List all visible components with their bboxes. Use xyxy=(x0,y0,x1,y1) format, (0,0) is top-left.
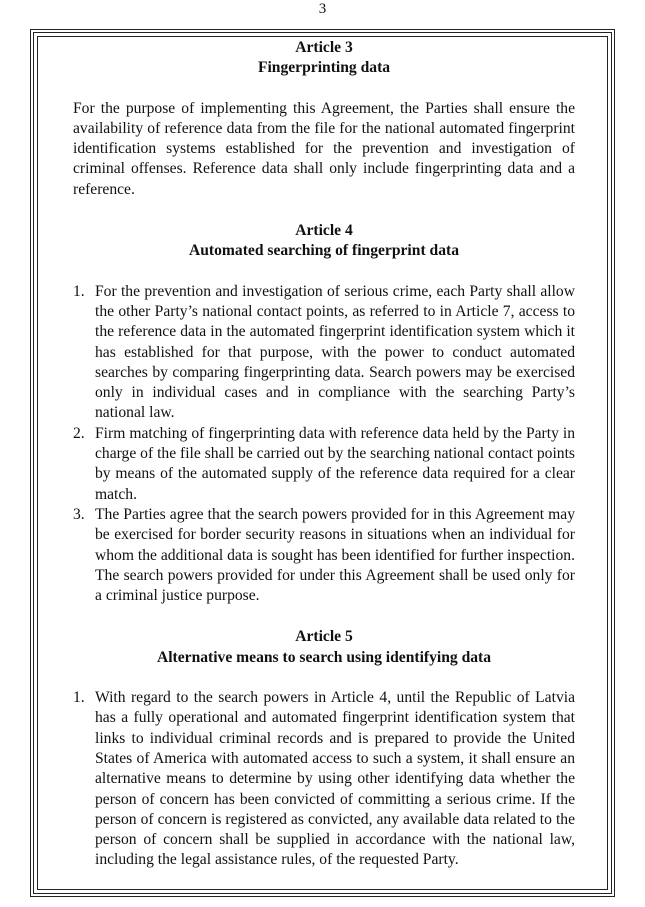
list-item-text: For the prevention and investigation of serious crime, each Party shall allow the other Party’s national contact points, as referred to in Article 7, access to the reference data in the automated fingerprint identification system which it has established for that purpose, with the power to conduct automated searches by comparing fingerprinting data. Search powers may be exercised only in individual cases and in compliance with the searching Party’s national law. xyxy=(95,282,575,422)
article-4-title: Automated searching of fingerprint data xyxy=(189,242,459,260)
list-item-number: 1. xyxy=(73,282,85,300)
list-item xyxy=(73,505,575,606)
list-item-text: Firm matching of fingerprinting data with reference data held by the Party in charge of the file shall be carried out by the searching national contact points by means of the automated supply of the reference data required for a clear match. xyxy=(95,424,575,503)
list-item xyxy=(73,424,575,505)
article-3-title: Fingerprinting data xyxy=(257,59,391,77)
article-3 xyxy=(73,38,575,200)
article-4-list xyxy=(73,282,575,607)
page-number: 3 xyxy=(318,1,327,17)
article-3-text: For the purpose of implementing this Agreement, the Parties shall ensure the availability of reference data from the file for the national automated fingerprint identification systems established for the prevention and investigation of criminal offenses. Reference data shall only include fingerprinting data and a reference. xyxy=(73,99,575,198)
article-4 xyxy=(73,221,575,606)
document-body xyxy=(73,38,575,871)
list-item-number: 1. xyxy=(73,689,85,707)
list-item xyxy=(73,282,575,424)
article-4-number: Article 4 xyxy=(295,222,353,240)
list-item-text: The Parties agree that the search powers provided for in this Agreement may be exercised for border security reasons in situations when an individual for whom the additional data is sought has been identified for further inspection. The search powers provided for under this Agreement shall be used only for a criminal justice purpose. xyxy=(95,505,575,605)
list-item xyxy=(73,688,575,871)
article-3-number: Article 3 xyxy=(295,39,353,56)
list-item-number: 3. xyxy=(73,505,85,523)
article-5-number: Article 5 xyxy=(295,628,353,646)
list-item-number: 2. xyxy=(73,424,85,442)
article-5-title: Alternative means to search using identifying data xyxy=(156,648,492,666)
list-item-text: With regard to the search powers in Article 4, until the Republic of Latvia has a fully operational and automated fingerprint identification system that links to individual criminal records and is prepared to provide the United States of America with automated access to such a system, it shall ensure an alternative means to determine by using other identifying data whether the person of concern has been convicted of committing a serious crime. If the person of concern is registered as convicted, any available data related to the person of concern shall be supplied in accordance with the national law, including the legal assistance rules, of the requested Party. xyxy=(95,689,575,869)
article-5-list xyxy=(73,688,575,871)
article-5 xyxy=(73,627,575,870)
